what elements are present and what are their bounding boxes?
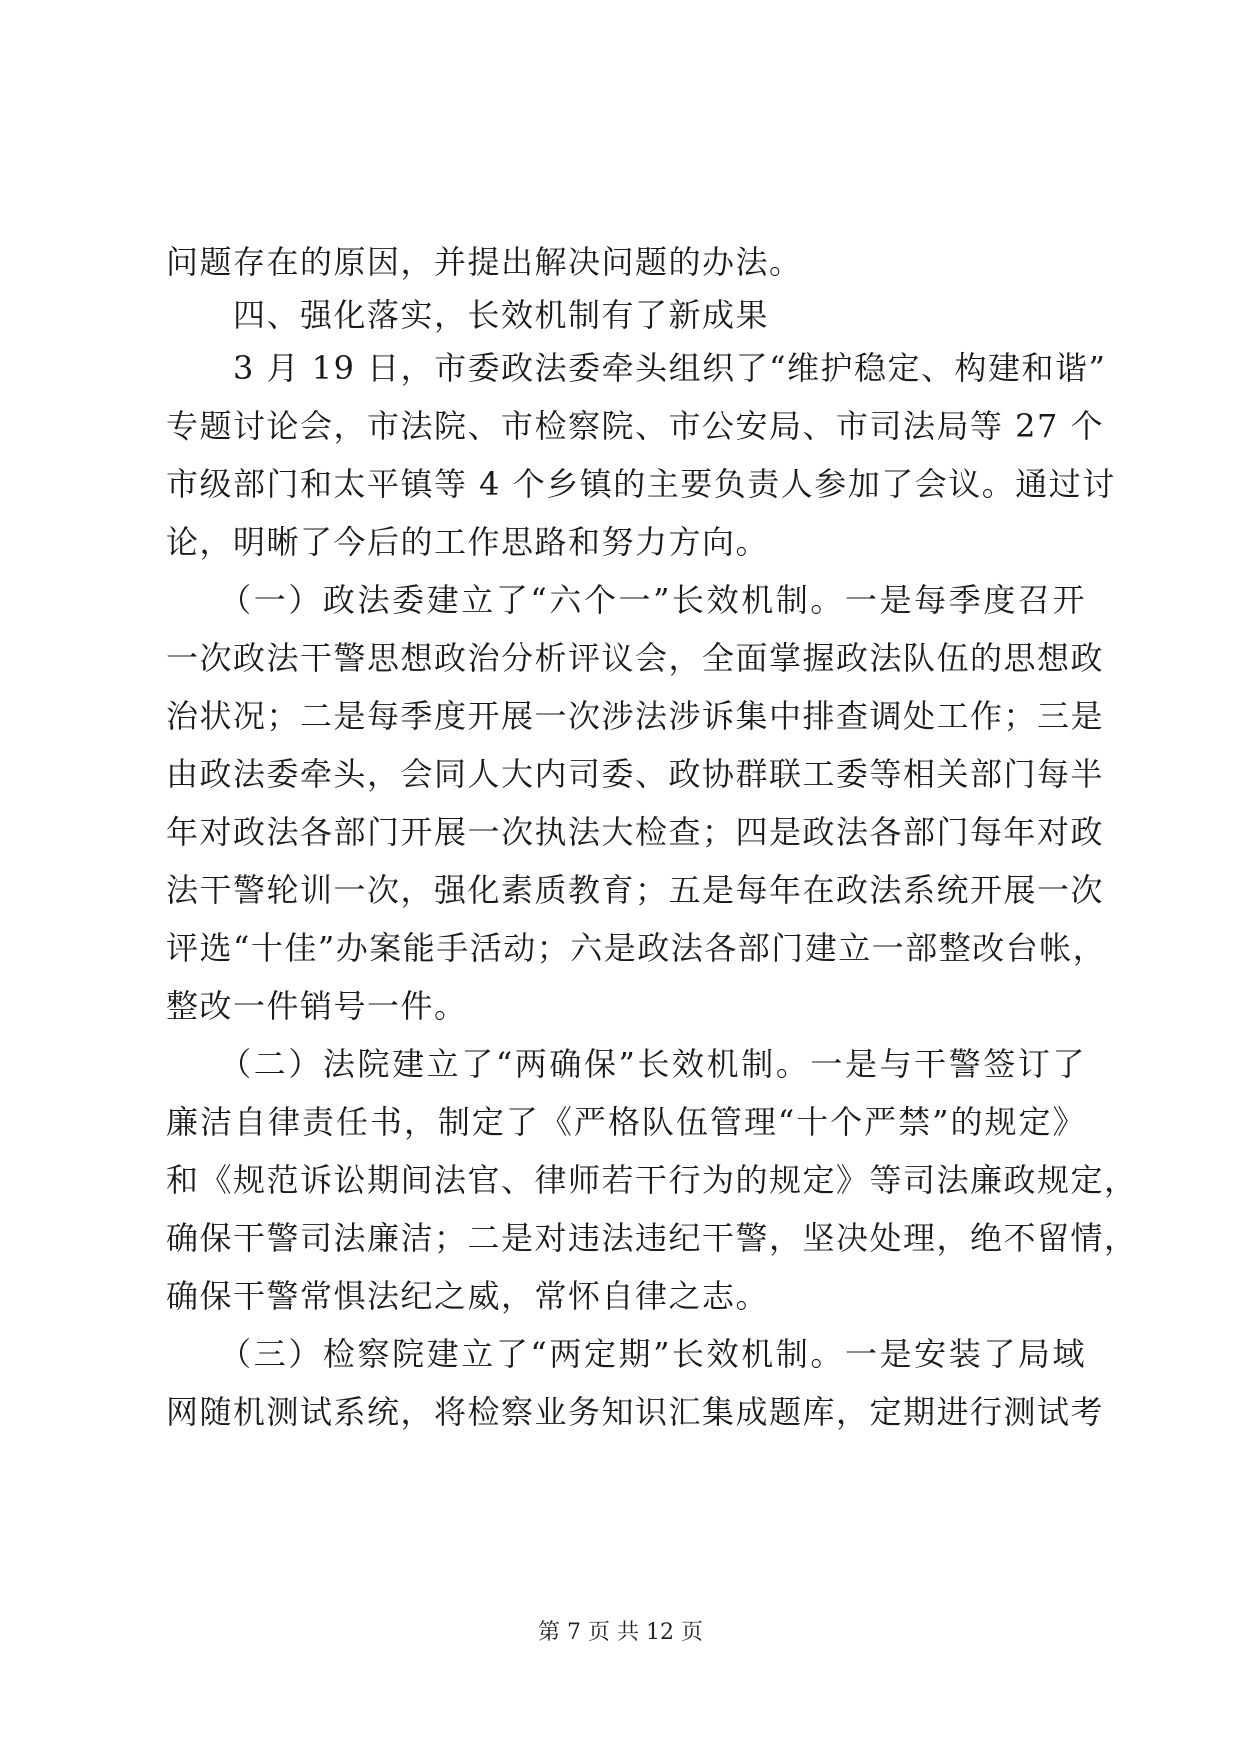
text-line: （一）政法委建立了“六个一”长效机制。一是每季度召开: [166, 581, 1086, 619]
text-line: 整改一件销号一件。: [166, 987, 468, 1025]
text-line: 专题讨论会，市法院、市检察院、市公安局、市司法局等 27 个: [166, 407, 1105, 445]
page-number-footer: 第 7 页 共 12 页: [538, 1620, 703, 1645]
text-line: 由政法委牵头，会同人大内司委、政协群联工委等相关部门每半: [166, 755, 1105, 793]
text-line: 论，明晰了今后的工作思路和努力方向。: [166, 523, 770, 561]
text-line: （二）法院建立了“两确保”长效机制。一是与干警签订了: [166, 1045, 1086, 1083]
text-line: 3 月 19 日，市委政法委牵头组织了“维护稳定、构建和谐”: [166, 349, 1107, 387]
text-line: 年对政法各部门开展一次执法大检查；四是政法各部门每年对政: [166, 813, 1105, 851]
text-line: 问题存在的原因，并提出解决问题的办法。: [166, 243, 803, 281]
text-line: 评选“十佳”办案能手活动；六是政法各部门建立一部整改台帐，: [166, 929, 1107, 967]
text-line: 四、强化落实，长效机制有了新成果: [166, 296, 770, 334]
text-line: 法干警轮训一次，强化素质教育；五是每年在政法系统开展一次: [166, 871, 1105, 909]
text-line: 治状况；二是每季度开展一次涉法涉诉集中排查调处工作；三是: [166, 697, 1105, 735]
text-line: 一次政法干警思想政治分析评议会，全面掌握政法队伍的思想政: [166, 639, 1105, 677]
text-line: 网随机测试系统，将检察业务知识汇集成题库，定期进行测试考: [166, 1393, 1105, 1431]
text-line: （三）检察院建立了“两定期”长效机制。一是安装了局域: [166, 1335, 1086, 1373]
text-line: 确保干警常惧法纪之威，常怀自律之志。: [166, 1277, 770, 1315]
text-line: 廉洁自律责任书，制定了《严格队伍管理“十个严禁”的规定》: [166, 1103, 1086, 1141]
text-line: 市级部门和太平镇等 4 个乡镇的主要负责人参加了会议。通过讨: [166, 465, 1116, 503]
text-line: 和《规范诉讼期间法官、律师若干行为的规定》等司法廉政规定，: [166, 1161, 1138, 1199]
text-line: 确保干警司法廉洁；二是对违法违纪干警，坚决处理，绝不留情，: [166, 1219, 1138, 1257]
